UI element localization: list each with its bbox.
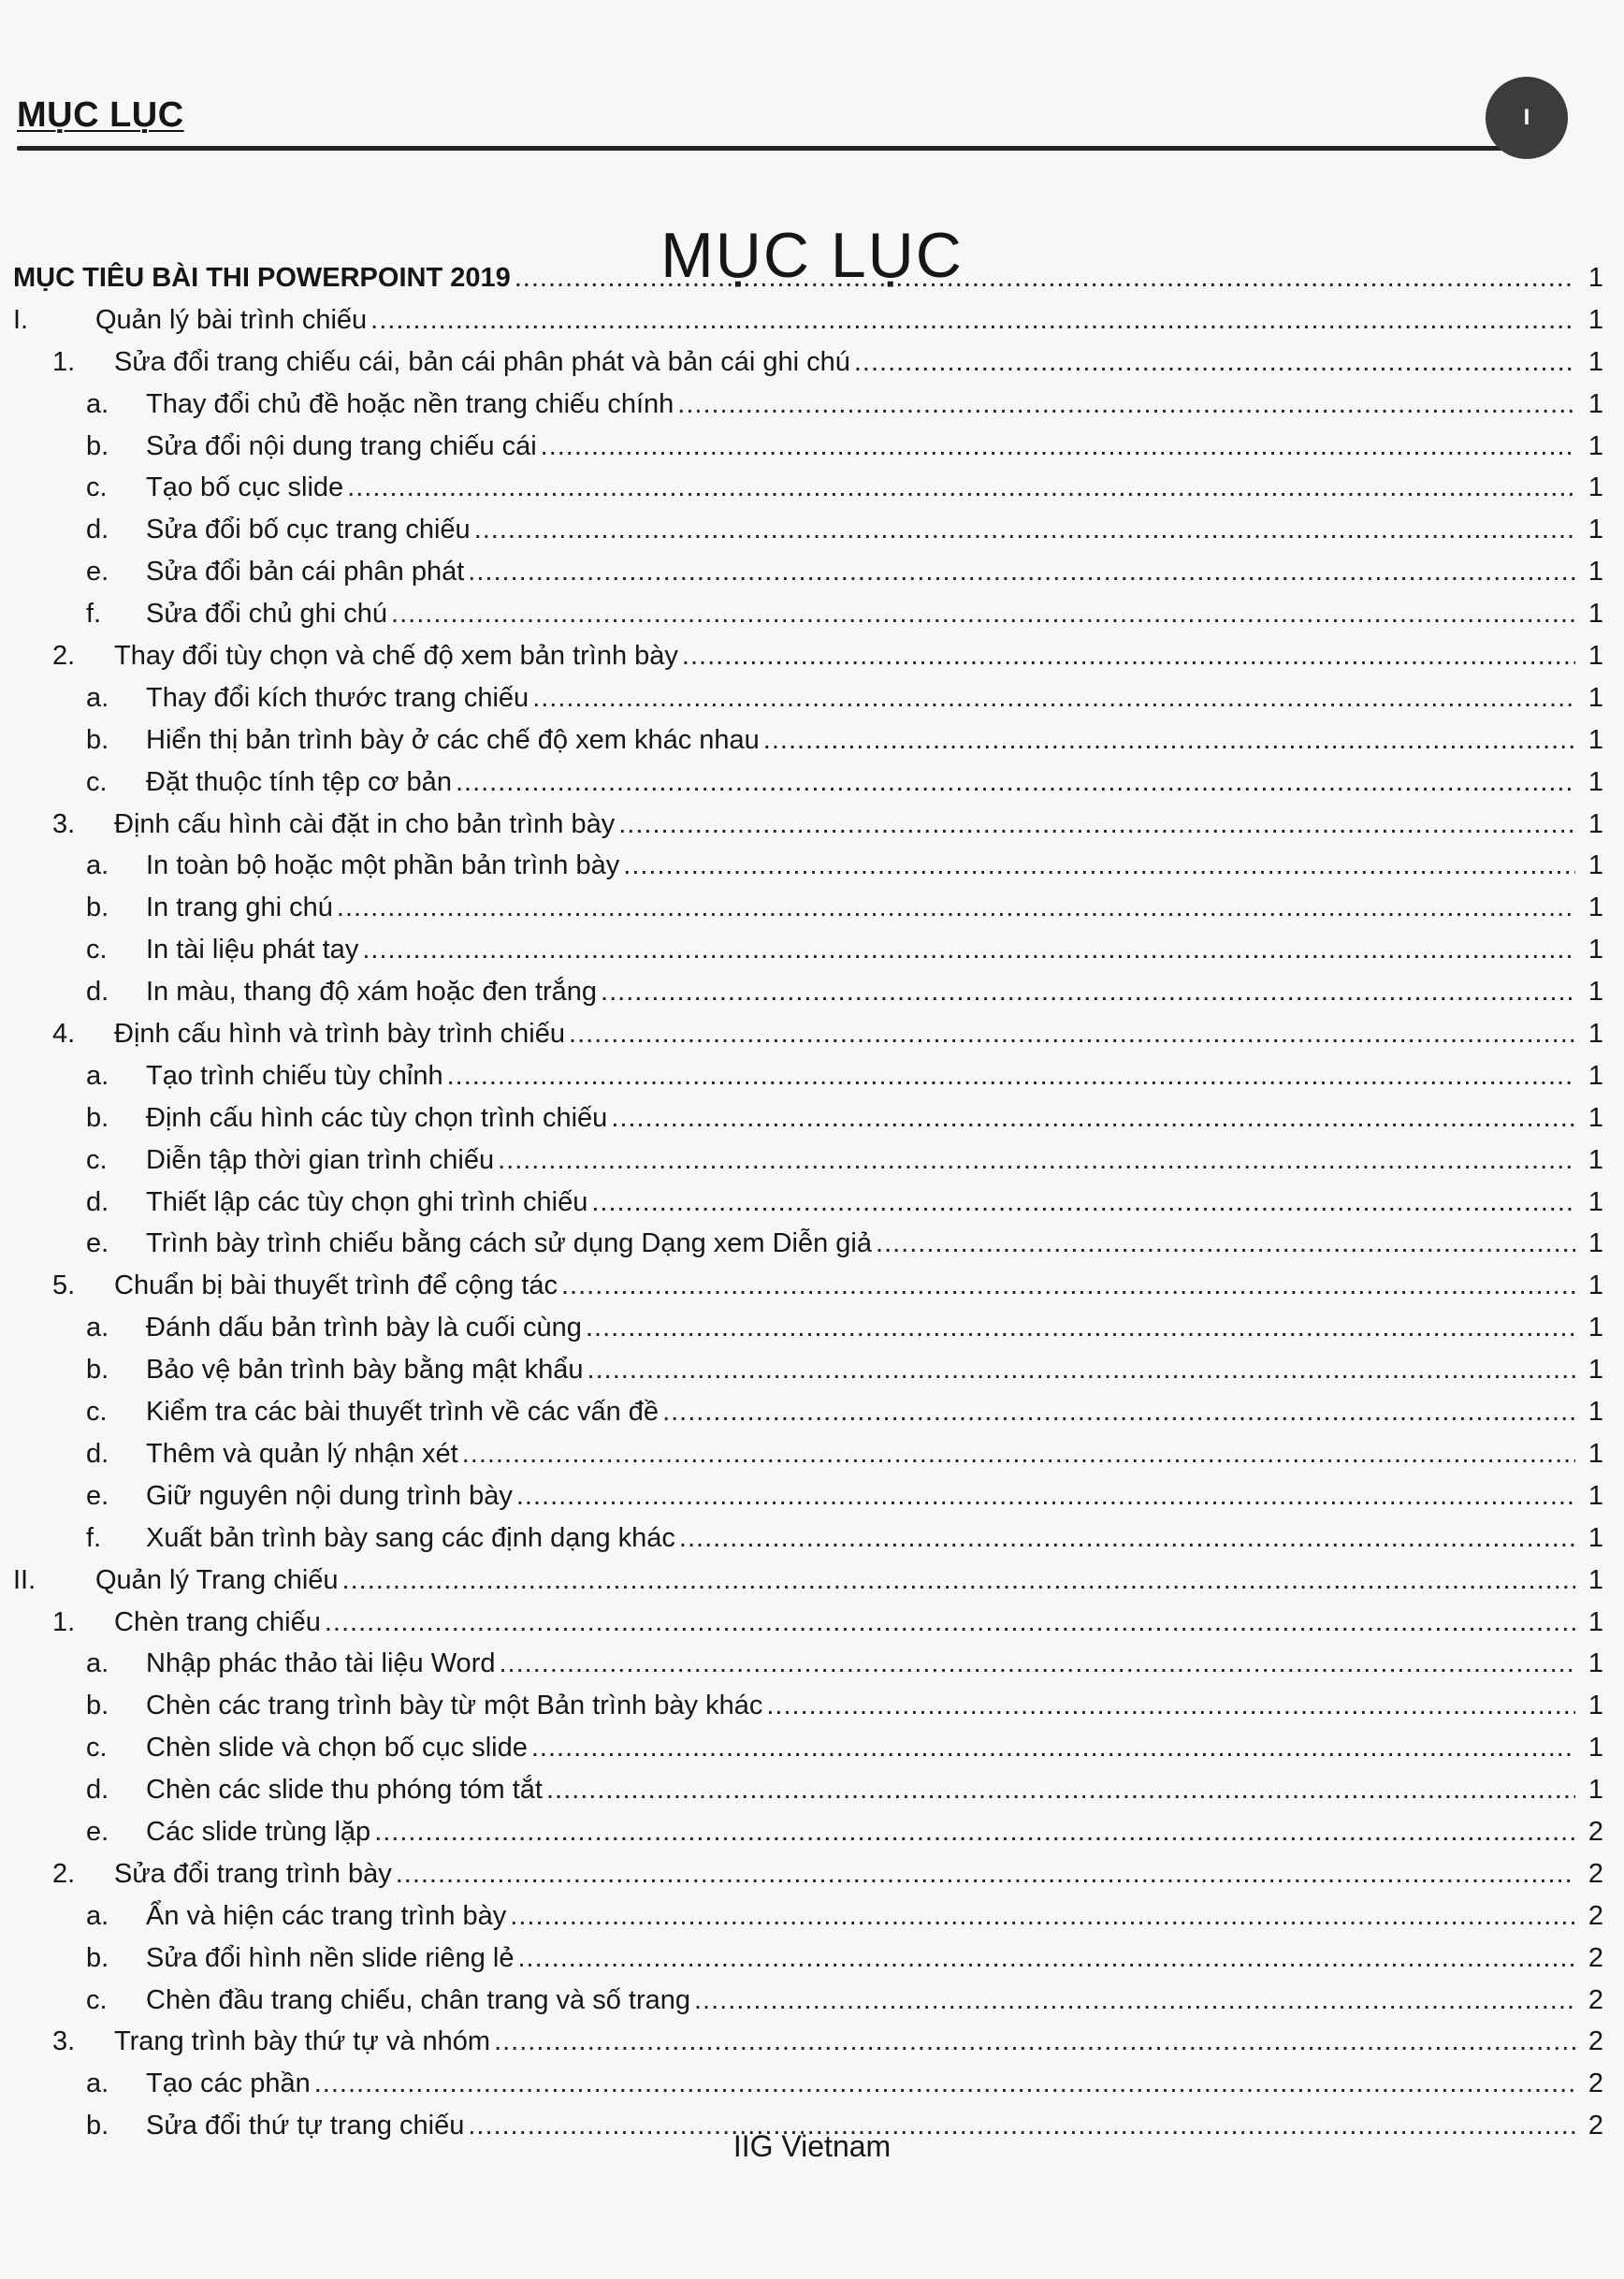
toc-entry-number: b. [86, 2111, 109, 2141]
toc-entry-page: 1 [1588, 515, 1603, 545]
toc-entry[interactable] [13, 593, 1603, 635]
toc-entry-page: 1 [1588, 1564, 1603, 1595]
toc-entry-page: 1 [1588, 1144, 1603, 1175]
toc-entry-page: 1 [1588, 766, 1603, 797]
toc-entry-title: Diễn tập thời gian trình chiếu [146, 1144, 495, 1175]
toc-entry[interactable] [13, 1055, 1603, 1097]
toc-entry-page: 1 [1588, 263, 1603, 293]
toc-entry[interactable] [13, 1938, 1603, 1980]
toc-entry-number: d. [86, 515, 109, 545]
toc-entry-number: a. [86, 850, 109, 881]
toc-entry-title: In tài liệu phát tay [146, 935, 359, 965]
toc-entry-page: 1 [1588, 1397, 1603, 1428]
toc-entry-page: 1 [1588, 977, 1603, 1008]
toc-entry-number: b. [86, 893, 109, 923]
toc-entry-title: Sửa đổi trang trình bày [114, 1858, 392, 1889]
toc-dot-leader [370, 299, 1575, 341]
toc-dot-leader [611, 1097, 1575, 1140]
toc-entry-title: In toàn bộ hoặc một phần bản trình bày [146, 850, 620, 881]
toc-entry-number: a. [86, 1648, 109, 1679]
toc-entry-title: Xuất bản trình bày sang các định dạng khác [146, 1522, 675, 1553]
toc-dot-leader [546, 1769, 1575, 1811]
toc-entry-page: 1 [1588, 1438, 1603, 1469]
toc-entry-number: 3. [52, 808, 76, 839]
toc-entry[interactable] [13, 1517, 1603, 1560]
toc-entry-number: b. [86, 1355, 109, 1386]
toc-entry-title: Chèn trang chiếu [114, 1606, 321, 1637]
toc-entry-page: 1 [1588, 1019, 1603, 1050]
toc-entry-number: I. [13, 304, 29, 335]
toc-entry-title: Đặt thuộc tính tệp cơ bản [146, 766, 452, 797]
toc-entry-title: Định cấu hình và trình bày trình chiếu [114, 1019, 566, 1050]
toc-entry-page: 1 [1588, 304, 1603, 335]
toc-dot-leader [677, 384, 1575, 426]
toc-dot-leader [396, 1853, 1575, 1895]
toc-entry-title: Chuẩn bị bài thuyết trình để cộng tác [114, 1270, 558, 1301]
toc-entry-title: Sửa đổi chủ ghi chú [146, 599, 388, 630]
toc-dot-leader [623, 845, 1575, 887]
toc-entry[interactable] [13, 341, 1603, 384]
toc-entry-number: b. [86, 430, 109, 461]
toc-entry-title: Hiển thị bản trình bày ở các chế độ xem khác nhau [146, 724, 760, 755]
toc-dot-leader [531, 1727, 1575, 1769]
page-title: MỤC LỤC [660, 219, 964, 291]
toc-entry-page: 1 [1588, 388, 1603, 419]
toc-entry-number: c. [86, 1144, 108, 1175]
toc-entry-title: In trang ghi chú [146, 893, 333, 923]
toc-entry-page: 1 [1588, 1691, 1603, 1721]
toc-entry-page: 2 [1588, 2069, 1603, 2099]
toc-dot-leader [694, 1980, 1575, 2022]
toc-entry-number: d. [86, 1438, 109, 1469]
toc-entry-page: 1 [1588, 1228, 1603, 1259]
toc-dot-leader [474, 509, 1575, 551]
header-title: MỤC LỤC [17, 95, 184, 135]
toc-entry-title: Thay đổi tùy chọn và chế độ xem bản trình bày [114, 641, 678, 672]
toc-entry-page: 1 [1588, 1733, 1603, 1764]
toc-entry-number: a. [86, 2069, 109, 2099]
toc-dot-leader [374, 1811, 1575, 1853]
toc-entry-title: Thêm và quản lý nhận xét [146, 1438, 458, 1469]
toc-entry[interactable] [13, 467, 1603, 509]
toc-entry-title: Sửa đổi trang chiếu cái, bản cái phân phát và bản cái ghi chú [114, 346, 850, 377]
toc-entry-title: Quản lý bài trình chiếu [95, 304, 368, 335]
toc-entry-number: c. [86, 472, 108, 503]
toc-entry-page: 2 [1588, 1900, 1603, 1931]
toc-entry-title: Giữ nguyên nội dung trình bày [146, 1480, 513, 1511]
toc-entry-title: Bảo vệ bản trình bày bằng mật khẩu [146, 1355, 584, 1386]
toc-dot-leader [766, 1685, 1575, 1727]
toc-entry-number: d. [86, 1186, 109, 1217]
toc-entry-page: 2 [1588, 2111, 1603, 2141]
toc-dot-leader [447, 1055, 1575, 1097]
toc-entry-title: Định cấu hình các tùy chọn trình chiếu [146, 1102, 608, 1133]
toc-dot-leader [876, 1223, 1575, 1265]
toc-entry-number: a. [86, 388, 109, 419]
toc-dot-leader [342, 1560, 1575, 1602]
toc-dot-leader [468, 551, 1575, 593]
toc-entry-title: Sửa đổi hình nền slide riêng lẻ [146, 1942, 515, 1973]
toc-entry[interactable] [13, 1475, 1603, 1517]
toc-entry[interactable] [13, 677, 1603, 719]
toc-entry[interactable] [13, 719, 1603, 762]
toc-entry-number: 3. [52, 2026, 76, 2057]
toc-dot-leader [854, 341, 1575, 384]
toc-dot-leader [391, 593, 1575, 635]
toc-dot-leader [532, 677, 1575, 719]
toc-entry-page: 2 [1588, 1858, 1603, 1889]
toc-entry[interactable] [13, 1853, 1603, 1895]
toc-entry[interactable] [13, 1182, 1603, 1224]
toc-dot-leader [510, 1895, 1575, 1938]
toc-dot-leader [325, 1602, 1575, 1644]
toc-entry-page: 1 [1588, 1775, 1603, 1806]
toc-entry-page: 2 [1588, 1816, 1603, 1847]
toc-entry[interactable] [13, 1223, 1603, 1265]
toc-dot-leader [498, 1140, 1575, 1182]
header-rule [17, 146, 1504, 151]
toc-entry-number: 5. [52, 1270, 76, 1301]
toc-entry-title: In màu, thang độ xám hoặc đen trắng [146, 977, 598, 1008]
toc-entry-page: 1 [1588, 1313, 1603, 1343]
toc-entry-number: f. [86, 1522, 102, 1553]
toc-entry-number: e. [86, 557, 109, 588]
toc-entry-number: b. [86, 724, 109, 755]
toc-entry-page: 1 [1588, 472, 1603, 503]
toc-entry[interactable] [13, 845, 1603, 887]
toc-entry-page: 1 [1588, 808, 1603, 839]
toc-dot-leader [618, 804, 1575, 846]
toc-entry-number: b. [86, 1691, 109, 1721]
toc-entry-title: Sửa đổi bản cái phân phát [146, 557, 465, 588]
toc-entry[interactable] [13, 1391, 1603, 1433]
toc-dot-leader [517, 1938, 1575, 1980]
toc-entry-page: 1 [1588, 1355, 1603, 1386]
toc-entry[interactable] [13, 1140, 1603, 1182]
toc-entry[interactable] [13, 887, 1603, 929]
toc-dot-leader [515, 257, 1575, 299]
toc-entry-page: 1 [1588, 346, 1603, 377]
toc-entry-number: 1. [52, 346, 76, 377]
toc-entry-title: Chèn các slide thu phóng tóm tắt [146, 1775, 543, 1806]
toc-entry-page: 1 [1588, 1522, 1603, 1553]
toc-entry-title: Các slide trùng lặp [146, 1816, 371, 1847]
toc-entry-title: Quản lý Trang chiếu [95, 1564, 339, 1595]
toc-entry-number: d. [86, 977, 109, 1008]
toc-entry-page: 1 [1588, 599, 1603, 630]
toc-entry-page: 1 [1588, 1606, 1603, 1637]
toc-entry-title: Sửa đổi thứ tự trang chiếu [146, 2111, 465, 2141]
toc-dot-leader [337, 887, 1575, 929]
toc-entry-title: Tạo các phần [146, 2069, 311, 2099]
toc-entry[interactable] [13, 1980, 1603, 2022]
toc-entry[interactable] [13, 509, 1603, 551]
page-number-badge: I [1486, 77, 1568, 159]
toc-entry[interactable] [13, 426, 1603, 468]
toc-entry[interactable] [13, 1349, 1603, 1391]
toc-entry-title: Định cấu hình cài đặt in cho bản trình bày [114, 808, 616, 839]
toc-dot-leader [587, 1349, 1575, 1391]
toc-dot-leader [586, 1307, 1575, 1349]
toc-entry-page: 2 [1588, 1984, 1603, 2015]
toc-entry-number: d. [86, 1775, 109, 1806]
toc-entry-number: 1. [52, 1606, 76, 1637]
toc-dot-leader [682, 635, 1575, 677]
toc-entry-title: Thay đổi kích thước trang chiếu [146, 682, 529, 713]
toc-entry-number: c. [86, 1397, 108, 1428]
toc-entry-title: MỤC TIÊU BÀI THI POWERPOINT 2019 [13, 263, 511, 293]
toc-entry-number: c. [86, 935, 108, 965]
toc-dot-leader [679, 1517, 1575, 1560]
toc-dot-leader [314, 2063, 1575, 2105]
toc-entry[interactable] [13, 299, 1603, 341]
toc-entry[interactable] [13, 929, 1603, 971]
toc-entry[interactable] [13, 1013, 1603, 1055]
toc-entry-number: a. [86, 1060, 109, 1091]
toc-entry-page: 1 [1588, 641, 1603, 672]
toc-entry[interactable] [13, 1769, 1603, 1811]
toc-entry-number: e. [86, 1480, 109, 1511]
toc-entry-page: 1 [1588, 893, 1603, 923]
toc-dot-leader [591, 1182, 1575, 1224]
footer-text: IIG Vietnam [732, 2129, 892, 2163]
toc-entry-title: Đánh dấu bản trình bày là cuối cùng [146, 1313, 582, 1343]
toc-entry[interactable] [13, 257, 1603, 299]
toc-entry-page: 1 [1588, 1102, 1603, 1133]
toc-entry-title: Kiểm tra các bài thuyết trình về các vấn đề [146, 1397, 660, 1428]
toc-entry[interactable] [13, 1602, 1603, 1644]
toc-entry-title: Chèn các trang trình bày từ một Bản trình bày khác [146, 1691, 763, 1721]
toc-entry-number: c. [86, 1733, 108, 1764]
toc-entry-number: II. [13, 1564, 36, 1595]
toc-entry-page: 1 [1588, 724, 1603, 755]
toc-entry-number: 2. [52, 641, 76, 672]
toc-dot-leader [499, 1643, 1575, 1685]
toc-entry-number: e. [86, 1228, 109, 1259]
toc-entry-title: Chèn đầu trang chiếu, chân trang và số trang [146, 1984, 690, 2015]
toc-dot-leader [569, 1013, 1575, 1055]
toc-entry[interactable] [13, 635, 1603, 677]
toc-entry-page: 1 [1588, 682, 1603, 713]
toc-entry-title: Thay đổi chủ đề hoặc nền trang chiếu chính [146, 388, 674, 419]
toc-entry[interactable] [13, 1307, 1603, 1349]
toc-dot-leader [362, 929, 1575, 971]
toc-entry[interactable] [13, 1727, 1603, 1769]
toc-entry[interactable] [13, 1811, 1603, 1853]
toc-entry-page: 1 [1588, 1060, 1603, 1091]
toc-entry-page: 1 [1588, 935, 1603, 965]
toc-dot-leader [516, 1475, 1575, 1517]
toc-entry[interactable] [13, 804, 1603, 846]
toc-entry-page: 2 [1588, 1942, 1603, 1973]
toc-dot-leader [462, 1433, 1575, 1475]
toc-entry[interactable] [13, 971, 1603, 1013]
toc-entry[interactable] [13, 1560, 1603, 1602]
toc-dot-leader [561, 1265, 1575, 1307]
toc-entry-title: Chèn slide và chọn bố cục slide [146, 1733, 528, 1764]
toc-entry-title: Trang trình bày thứ tự và nhóm [114, 2026, 491, 2057]
toc-entry[interactable] [13, 1643, 1603, 1685]
toc-entry[interactable] [13, 2063, 1603, 2105]
toc-entry-title: Nhập phác thảo tài liệu Word [146, 1648, 496, 1679]
toc-entry[interactable] [13, 384, 1603, 426]
toc-dot-leader [763, 719, 1575, 762]
toc-entry-page: 1 [1588, 1648, 1603, 1679]
toc-dot-leader [601, 971, 1575, 1013]
toc-entry-page: 1 [1588, 430, 1603, 461]
toc-entry-number: 2. [52, 1858, 76, 1889]
toc-entry-title: Tạo trình chiếu tùy chỉnh [146, 1060, 443, 1091]
toc-entry[interactable] [13, 1265, 1603, 1307]
toc-entry[interactable] [13, 2021, 1603, 2063]
toc-entry-number: 4. [52, 1019, 76, 1050]
toc-entry[interactable] [13, 551, 1603, 593]
toc-entry[interactable] [13, 1895, 1603, 1938]
toc-entry[interactable] [13, 762, 1603, 804]
toc-entry-title: Sửa đổi nội dung trang chiếu cái [146, 430, 537, 461]
toc-dot-leader [456, 762, 1575, 804]
toc-dot-leader [662, 1391, 1575, 1433]
toc-entry[interactable] [13, 1685, 1603, 1727]
toc-dot-leader [494, 2021, 1575, 2063]
toc-entry-title: Ẩn và hiện các trang trình bày [146, 1900, 507, 1931]
toc-entry-number: a. [86, 1900, 109, 1931]
toc-entry-number: c. [86, 1984, 108, 2015]
toc-entry[interactable] [13, 1097, 1603, 1140]
toc-entry-title: Tạo bố cục slide [146, 472, 344, 503]
toc-entry-title: Sửa đổi bố cục trang chiếu [146, 515, 471, 545]
toc-dot-leader [541, 426, 1575, 468]
toc-entry-title: Thiết lập các tùy chọn ghi trình chiếu [146, 1186, 588, 1217]
toc-entry-number: e. [86, 1816, 109, 1847]
toc-entry-page: 1 [1588, 1270, 1603, 1301]
toc-entry-number: b. [86, 1942, 109, 1973]
toc-entry-number: a. [86, 1313, 109, 1343]
toc-dot-leader [347, 467, 1575, 509]
toc-entry-number: b. [86, 1102, 109, 1133]
toc-entry-number: f. [86, 599, 102, 630]
toc-entry-number: a. [86, 682, 109, 713]
toc-entry-title: Trình bày trình chiếu bằng cách sử dụng Dạng xem Diễn giả [146, 1228, 873, 1259]
toc-entry-page: 1 [1588, 850, 1603, 881]
toc-entry-page: 1 [1588, 1480, 1603, 1511]
table-of-contents [13, 257, 1603, 2147]
toc-entry-page: 2 [1588, 2026, 1603, 2057]
toc-entry-page: 1 [1588, 1186, 1603, 1217]
toc-entry-page: 1 [1588, 557, 1603, 588]
toc-entry-number: c. [86, 766, 108, 797]
toc-entry[interactable] [13, 1433, 1603, 1475]
